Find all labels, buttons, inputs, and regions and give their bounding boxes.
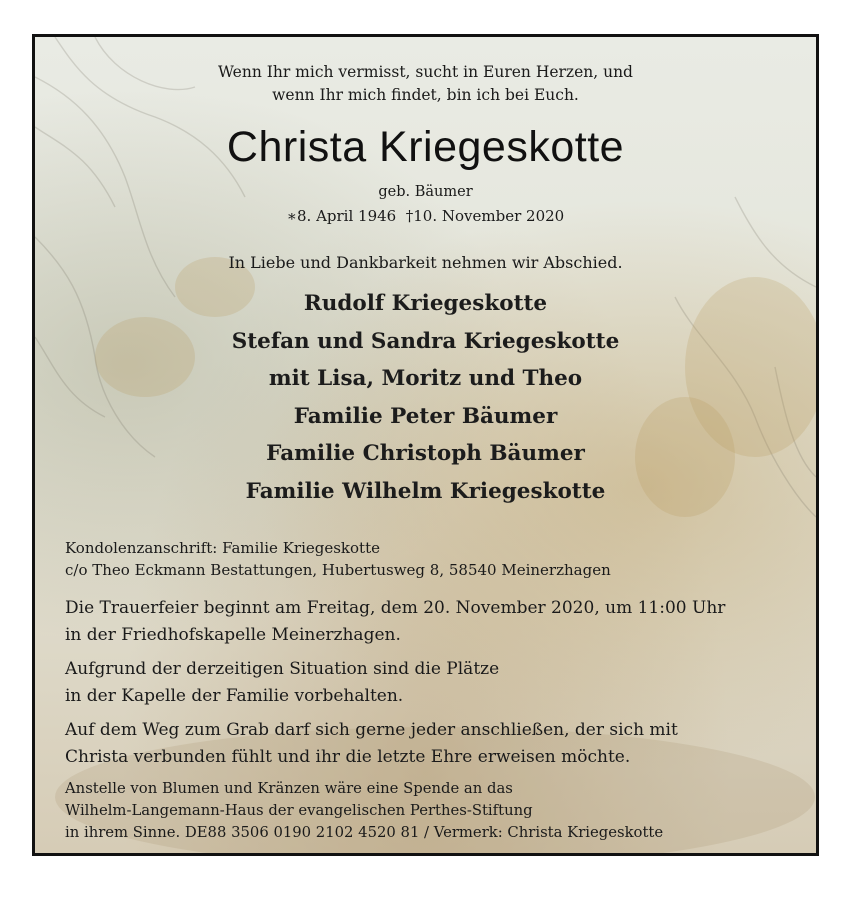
mourners-list <box>35 285 816 511</box>
motto-line: wenn Ihr mich findet, bin ich bei Euch. <box>272 86 579 104</box>
mourner: Familie Christoph Bäumer <box>266 441 585 467</box>
maiden-name: geb. Bäumer <box>378 184 473 200</box>
service-info <box>65 595 785 649</box>
service-line: in der Friedhofskapelle Meinerzhagen. <box>65 625 401 645</box>
donation-line: Anstelle von Blumen und Kränzen wäre eine Spende an das <box>65 780 513 797</box>
mourner: Familie Peter Bäumer <box>293 403 558 429</box>
seating-info <box>65 656 785 710</box>
condolence-address <box>65 537 785 581</box>
donation-line: in ihrem Sinne. DE88 3506 0190 2102 4520 81 / Vermerk: Christa Kriegeskotte <box>65 824 664 841</box>
motto-line: Wenn Ihr mich vermisst, sucht in Euren Herzen, und <box>218 63 633 81</box>
condolence-line: Kondolenzanschrift: Familie Kriegeskotte <box>65 539 380 557</box>
mourner: Stefan und Sandra Kriegeskotte <box>231 328 620 354</box>
donation-info <box>65 778 785 844</box>
farewell-line: In Liebe und Dankbarkeit nehmen wir Abschied. <box>228 253 623 272</box>
service-line: Die Trauerfeier beginnt am Freitag, dem 20. November 2020, um 11:00 Uhr <box>65 598 726 618</box>
seating-line: in der Kapelle der Familie vorbehalten. <box>65 686 404 706</box>
mourner: mit Lisa, Moritz und Theo <box>268 366 583 392</box>
motto-quote <box>35 61 816 107</box>
condolence-line: c/o Theo Eckmann Bestattungen, Hubertusweg 8, 58540 Meinerzhagen <box>65 561 611 579</box>
obituary-frame <box>32 34 819 856</box>
life-dates: ∗8. April 1946 †10. November 2020 <box>286 207 565 225</box>
donation-line: Wilhelm-Langemann-Haus der evangelischen Perthes-Stiftung <box>65 802 533 819</box>
mourner: Rudolf Kriegeskotte <box>303 291 548 316</box>
mourner: Familie Wilhelm Kriegeskotte <box>245 478 606 504</box>
seating-line: Aufgrund der derzeitigen Situation sind die Plätze <box>65 659 500 679</box>
grave-info <box>65 717 785 771</box>
grave-line: Auf dem Weg zum Grab darf sich gerne jeder anschließen, der sich mit <box>65 720 678 740</box>
grave-line: Christa verbunden fühlt und ihr die letzte Ehre erweisen möchte. <box>65 747 631 767</box>
deceased-name: Christa Kriegeskotte <box>226 123 625 171</box>
